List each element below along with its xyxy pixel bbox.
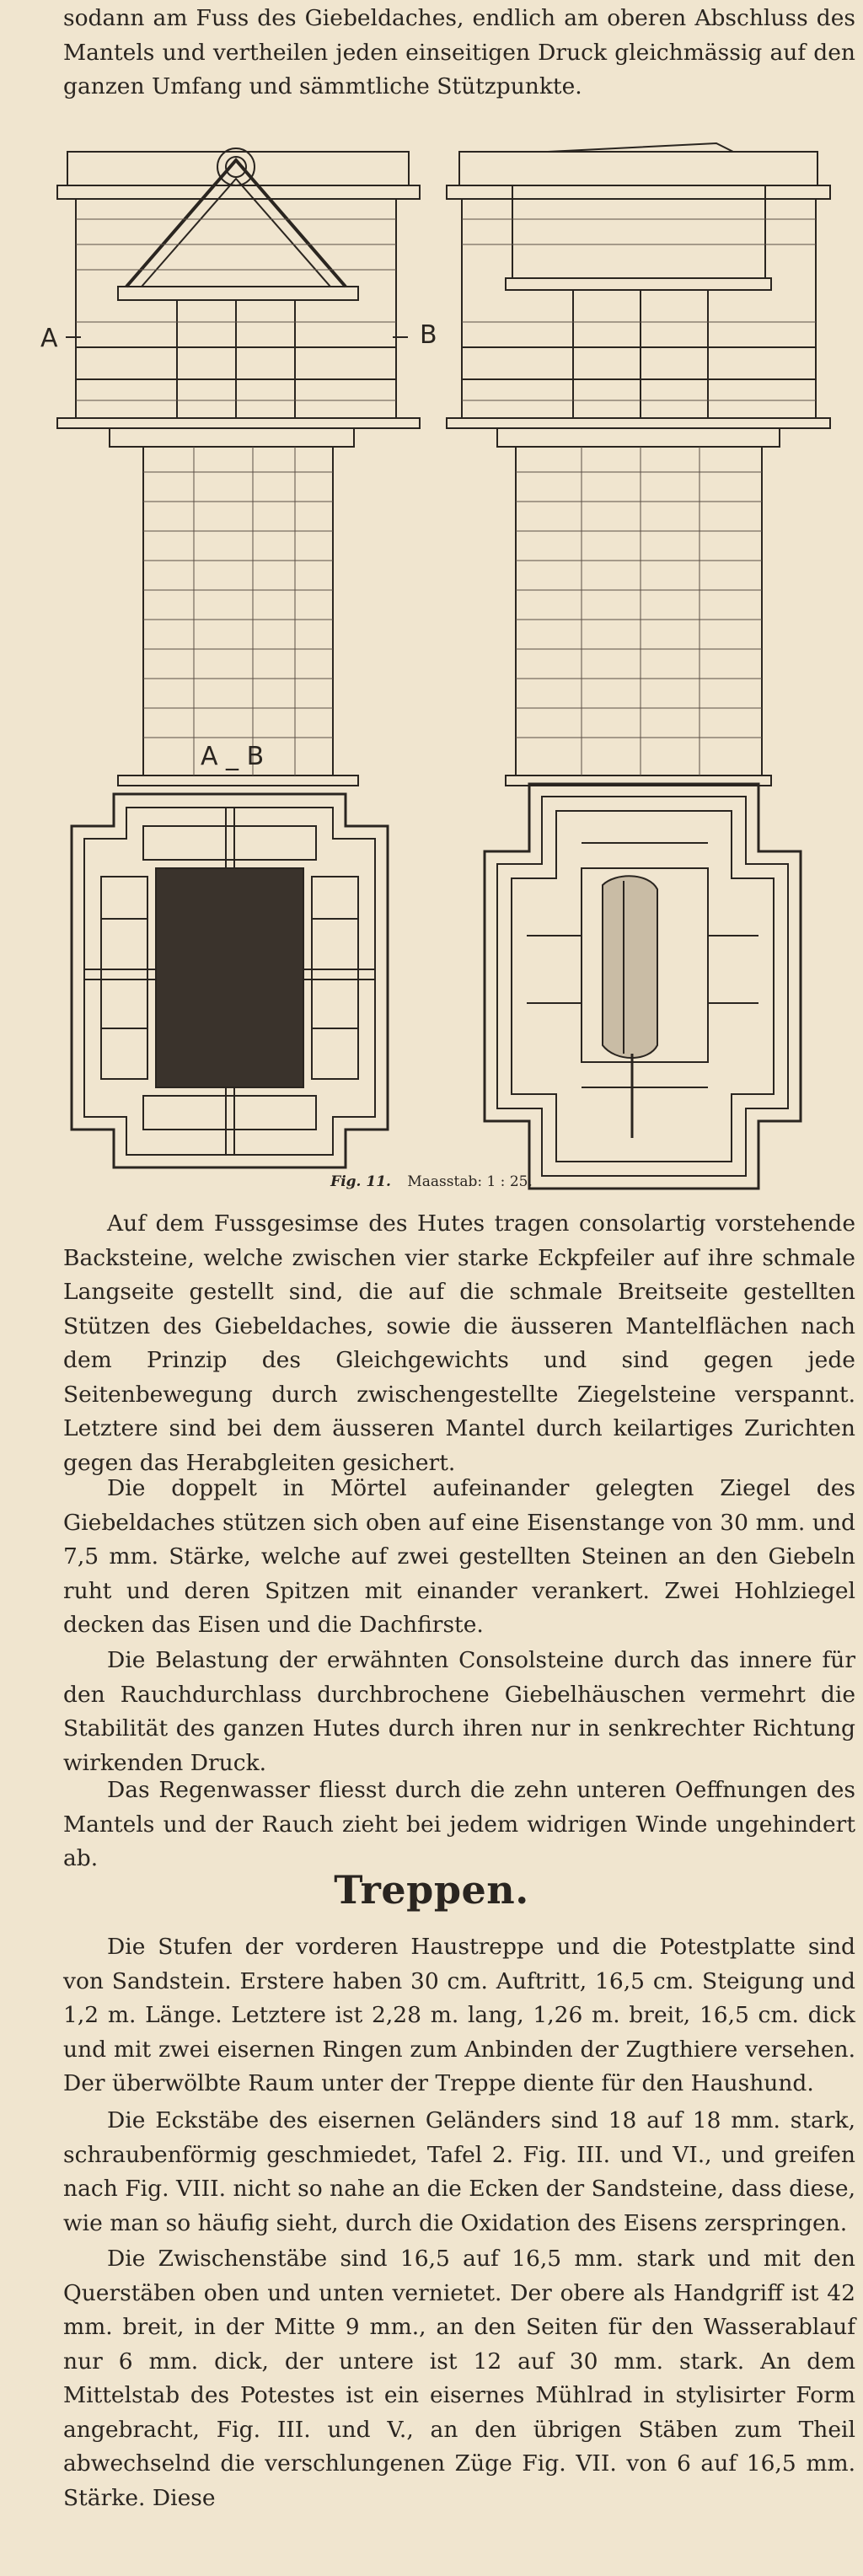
paragraph-1: Auf dem Fussgesimse des Hutes tragen consolartig vorstehende Backsteine, welche zwischen vier starke Eckpfeiler auf ihre schmale Langseite gestellt sind, die auf die schmale Breitseite gestellten Stützen des Giebeldaches, sowie die äusseren Mantelflächen nach dem Prinzip des Gleichgewichts und sind gegen jede Seitenbewegung durch zwischengestellte Ziegelsteine verspannt. Letztere sind bei dem äusseren Mantel durch keilartiges Zurichten gegen das Herabgleiten gesichert. xyxy=(63,1210,855,1476)
paragraph-2: Die doppelt in Mörtel aufeinander gelegten Ziegel des Giebeldaches stützen sich oben auf eine Eisenstange von 30 mm. und 7,5 mm. Stärke, welche auf zwei gestellten Steinen an den Giebeln ruht und deren Spitzen mit einander verankert. Zwei Hohlziegel decken das Eisen und die Dachfirste. xyxy=(63,1475,855,1638)
figure-number: Fig. 11. xyxy=(330,1173,391,1190)
paragraph-7: Die Zwischenstäbe sind 16,5 auf 16,5 mm. stark und mit den Querstäben oben und unten vernietet. Der obere als Handgriff ist 42 mm. breit, in der Mitte 9 mm., an den Seiten für den Wasserablauf nur 6 mm. dick, der untere ist 12 auf 30 mm. stark. An dem Mittelstab des Potestes ist ein eisernes Mühlrad in stylisirter Form angebracht, Fig. III. und V., an den übrigen Stäben zum Theil abwechselnd die verschlungenen Züge Fig. VII. von 6 auf 16,5 mm. Stärke. Diese xyxy=(63,2246,855,2511)
paragraph-4: Das Regenwasser fliesst durch die zehn unteren Oeffnungen des Mantels und der Rauch zieht bei jedem widrigen Winde ungehindert ab. xyxy=(63,1777,855,1871)
elevation-left xyxy=(57,148,420,786)
paragraph-5: Die Stufen der vorderen Haustreppe und die Potestplatte sind von Sandstein. Erstere haben 30 cm. Auftritt, 16,5 cm. Steigung und 1,2 m. Länge. Letztere ist 2,28 m. lang, 1,26 m. breit, 16,5 cm. dick und mit zwei eisernen Ringen zum Anbinden der Zugthiere versehen. Der überwölbte Raum unter der Treppe diente für den Haushund. xyxy=(63,1934,855,2096)
section-label-a-b: A _ B xyxy=(201,742,265,771)
plan-right xyxy=(485,784,801,1189)
section-marker-b: B xyxy=(420,320,437,350)
paragraph-3: Die Belastung der erwähnten Consolsteine durch das innere für den Rauchdurchlass durchbrochene Giebelhäuschen vermehrt die Stabilität des ganzen Hutes durch ihren nur in senkrechter Richtung wirkenden Druck. xyxy=(63,1647,855,1776)
section-heading: Treppen. xyxy=(334,1867,529,1913)
figure-scale: Maasstab: 1 : 25. xyxy=(407,1173,533,1190)
paragraph-intro: sodann am Fuss des Giebeldaches, endlich am oberen Abschluss des Mantels und vertheilen jeden einseitigen Druck gleichmässig auf den ganzen Umfang und sämmtliche Stützpunkte. xyxy=(63,5,855,99)
elevation-right xyxy=(447,143,830,786)
plan-left xyxy=(72,794,388,1167)
figure-11-drawings xyxy=(0,126,863,1290)
paragraph-6: Die Eckstäbe des eisernen Geländers sind 18 auf 18 mm. stark, schraubenförmig geschmiedet, Tafel 2. Fig. III. und VI., und greifen nach Fig. VIII. nicht so nahe an die Ecken der Sandsteine, dass diese, wie man so häufig sieht, durch die Oxidation des Eisens zerspringen. xyxy=(63,2107,855,2236)
section-marker-a: A xyxy=(40,324,58,353)
figure-caption xyxy=(0,1172,863,1192)
